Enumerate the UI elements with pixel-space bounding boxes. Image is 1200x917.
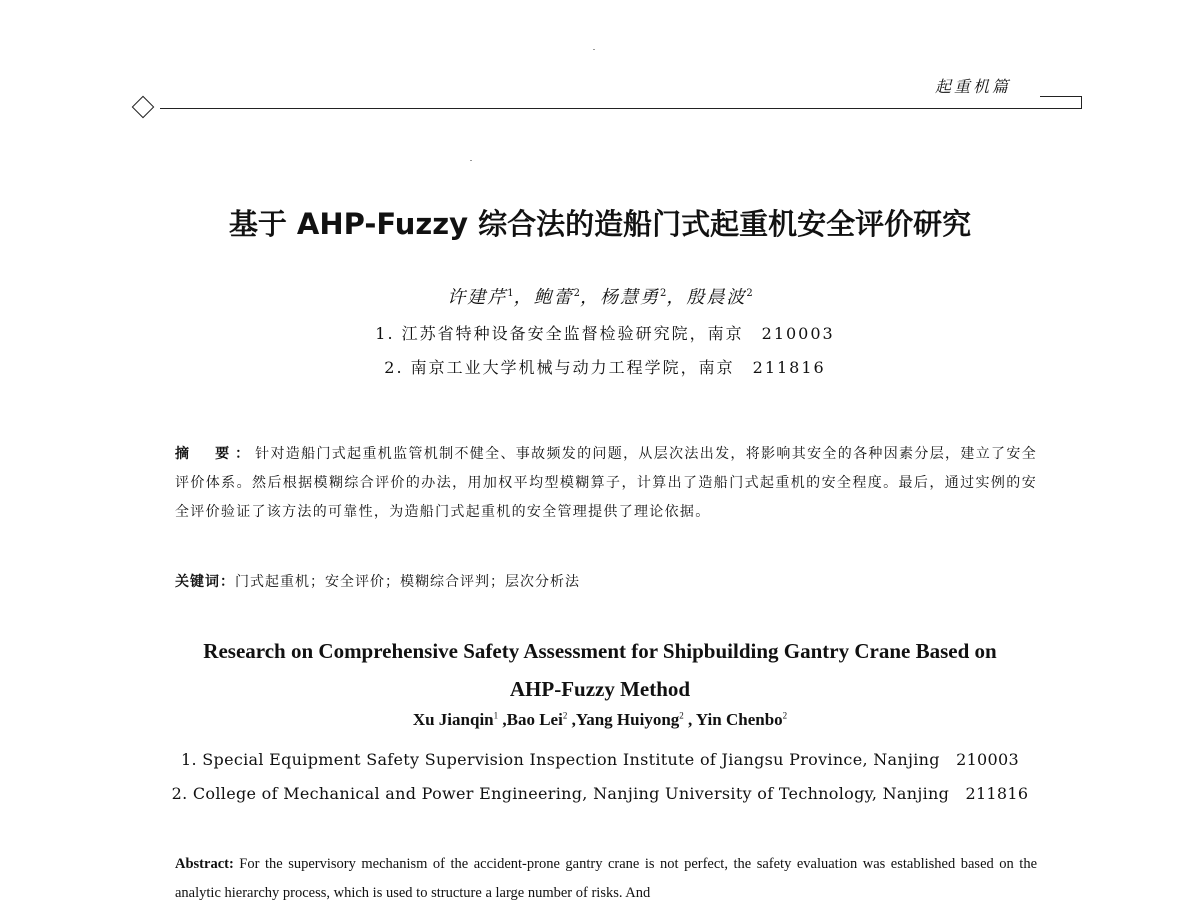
- english-affiliation-1: 1. Special Equipment Safety Supervision Inspection Institute of Jiangsu Province, Nanjing 210003: [181, 750, 1019, 769]
- author-sup: 2: [782, 710, 788, 721]
- chinese-title: 基于 AHP-Fuzzy 综合法的造船门式起重机安全评价研究: [228, 207, 972, 241]
- scan-speck: [593, 49, 595, 50]
- english-abstract: [175, 850, 1037, 908]
- author-sup: 2: [660, 288, 667, 299]
- author-separator: ,: [683, 710, 696, 729]
- abstract-label: 摘 要：: [175, 446, 256, 462]
- header-rule-hook: [1040, 96, 1082, 109]
- author-sup: 2: [573, 288, 580, 299]
- scan-speck: [470, 160, 472, 161]
- keywords-text: 门式起重机；安全评价；模糊综合评判；层次分析法: [235, 574, 580, 590]
- english-title-line-2: AHP-Fuzzy Method: [509, 677, 691, 701]
- header-rule: [160, 108, 1082, 109]
- author-separator: ，: [666, 287, 687, 308]
- author-sup: 2: [562, 710, 568, 721]
- author-name: Yang Huiyong: [575, 710, 680, 729]
- english-abstract-label: Abstract:: [175, 856, 234, 872]
- author-name: 鲍蕾: [533, 287, 574, 308]
- chinese-keywords: [175, 571, 580, 591]
- keywords-label: 关键词：: [175, 574, 235, 590]
- chinese-authors: [0, 283, 1200, 309]
- english-authors: [0, 710, 1200, 730]
- author-name: Yin Chenbo: [695, 710, 783, 729]
- author-separator: ,: [567, 710, 576, 729]
- section-label: 起重机篇: [935, 77, 1012, 96]
- author-sup: 1: [493, 710, 499, 721]
- diamond-ornament-icon: [132, 96, 155, 119]
- english-abstract-text: For the supervisory mechanism of the accident-prone gantry crane is not perfect, the safety evaluation was established based on the analytic hierarchy process, which is used to structure a large number of risks. And: [175, 856, 1037, 901]
- english-affiliation-2: 2. College of Mechanical and Power Engineering, Nanjing University of Technology, Nanjing 211816: [171, 784, 1029, 803]
- author-name: 殷晨波: [686, 287, 747, 308]
- author-separator: ，: [513, 287, 534, 308]
- author-sup: 2: [679, 710, 684, 721]
- chinese-affiliation-2: 2. 南京工业大学机械与动力工程学院，南京 211816: [384, 358, 826, 377]
- author-name: 杨慧勇: [600, 287, 660, 308]
- author-name: Xu Jianqin: [412, 710, 494, 729]
- abstract-text: 针对造船门式起重机监管机制不健全、事故频发的问题，从层次法出发，将影响其安全的各种因素分层，建立了安全评价体系。然后根据模糊综合评价的办法，用加权平均型模糊算子，计算出了造船门式起重机的安全程度。最后，通过实例的安全评价验证了该方法的可靠性，为造船门式起重机的安全管理提供了理论依据。: [175, 446, 1038, 520]
- author-separator: ,: [498, 710, 507, 729]
- english-title-line-1: Research on Comprehensive Safety Assessment for Shipbuilding Gantry Crane Based on: [203, 639, 997, 663]
- chinese-abstract: [175, 440, 1037, 527]
- author-name: Bao Lei: [506, 710, 563, 729]
- author-separator: ，: [580, 287, 600, 308]
- author-name: 许建芹: [447, 287, 508, 308]
- chinese-affiliation-1: 1. 江苏省特种设备安全监督检验研究院，南京 210003: [375, 324, 835, 343]
- author-sup: 2: [746, 288, 753, 299]
- author-sup: 1: [507, 288, 514, 299]
- english-title: [0, 632, 1200, 708]
